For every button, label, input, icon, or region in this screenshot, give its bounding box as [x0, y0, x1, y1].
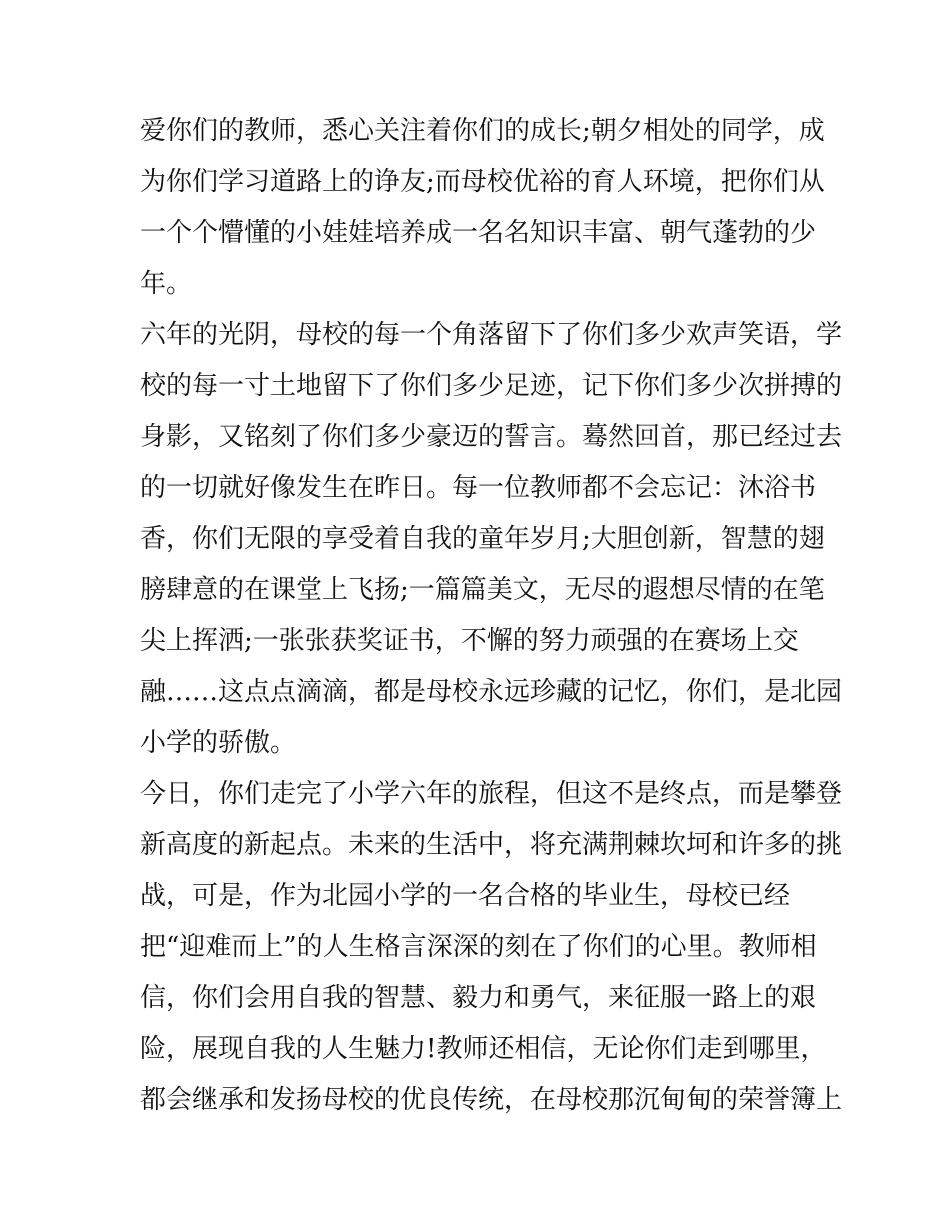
- text-line: 的一切就好像发生在昨日。每一位教师都不会忘记：沐浴书: [140, 473, 817, 503]
- text-line: 险，展现自我的人生魅力!教师还相信，无论你们走到哪里，: [140, 1034, 827, 1064]
- text-line: 爱你们的教师，悉心关注着你们的成长;朝夕相处的同学，成: [140, 116, 825, 146]
- text-line: 为你们学习道路上的诤友;而母校优裕的育人环境，把你们从: [140, 167, 825, 197]
- text-line: 六年的光阴，母校的每一个角落留下了你们多少欢声笑语，学: [140, 320, 843, 350]
- text-line: 校的每一寸土地留下了你们多少足迹，记下你们多少次拼搏的: [140, 371, 843, 401]
- text-line: 融……这点点滴滴，都是母校永远珍藏的记忆，你们，是北园: [140, 677, 843, 707]
- text-line: 新高度的新起点。未来的生活中，将充满荆棘坎坷和许多的挑: [140, 830, 843, 860]
- text-line: 都会继承和发扬母校的优良传统，在母校那沉甸甸的荣誉簿上: [140, 1085, 843, 1115]
- text-line: 小学的骄傲。: [140, 728, 297, 758]
- text-line: 尖上挥洒;一张张获奖证书，不懈的努力顽强的在赛场上交: [140, 626, 799, 656]
- body-text: [140, 106, 843, 1126]
- text-line: 膀肆意的在课堂上飞扬;一篇篇美文，无尽的遐想尽情的在笔: [140, 575, 825, 605]
- text-line: 信，你们会用自我的智慧、毅力和勇气，来征服一路上的艰: [140, 983, 817, 1013]
- text-line: 今日，你们走完了小学六年的旅程，但这不是终点，而是攀登: [140, 779, 843, 809]
- text-line: 战，可是，作为北园小学的一名合格的毕业生，母校已经: [140, 881, 791, 911]
- text-line: 香，你们无限的享受着自我的童年岁月;大胆创新，智慧的翅: [140, 524, 825, 554]
- text-line: 一个个懵懂的小娃娃培养成一名名知识丰富、朝气蓬勃的少: [140, 218, 817, 248]
- text-line: 把“迎难而上”的人生格言深深的刻在了你们的心里。教师相: [140, 932, 817, 962]
- text-line: 年。: [140, 269, 193, 299]
- text-line: 身影，又铭刻了你们多少豪迈的誓言。蓦然回首，那已经过去: [140, 422, 843, 452]
